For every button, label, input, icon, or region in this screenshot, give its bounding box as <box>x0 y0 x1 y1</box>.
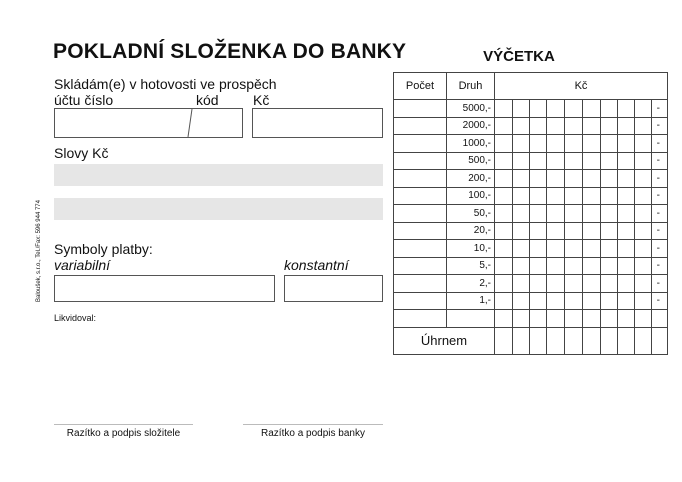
halere-dash <box>652 310 668 328</box>
amount-digit-cell[interactable] <box>635 275 652 293</box>
amount-digit-cell[interactable] <box>601 205 618 223</box>
amount-digit-cell[interactable] <box>635 100 652 118</box>
amount-in-words-field-2[interactable] <box>54 198 383 220</box>
amount-digit-cell[interactable] <box>530 187 547 205</box>
words-label: Slovy Kč <box>54 145 109 161</box>
halere-dash: - <box>652 152 668 170</box>
denomination-label: 100,- <box>447 187 495 205</box>
amount-digit-cell[interactable] <box>583 240 601 258</box>
amount-digit-cell[interactable] <box>618 292 635 310</box>
amount-digit-cell[interactable] <box>530 117 547 135</box>
amount-digit-cell[interactable] <box>635 240 652 258</box>
halere-dash: - <box>652 275 668 293</box>
vycetka-title: VÝČETKA <box>483 48 555 65</box>
amount-digit-cell[interactable] <box>547 152 565 170</box>
amount-digit-cell[interactable] <box>530 152 547 170</box>
amount-digit-cell[interactable] <box>495 275 513 293</box>
currency-label: Kč <box>253 92 270 108</box>
halere-dash: - <box>652 240 668 258</box>
amount-digit-cell[interactable] <box>495 292 513 310</box>
amount-digit-cell[interactable] <box>565 310 583 328</box>
count-cell[interactable] <box>394 117 447 135</box>
amount-digit-cell[interactable] <box>583 117 601 135</box>
denomination-row <box>394 257 668 275</box>
amount-digit-cell[interactable] <box>635 222 652 240</box>
halere-dash: - <box>652 187 668 205</box>
amount-digit-cell[interactable] <box>513 117 530 135</box>
amount-digit-cell[interactable] <box>547 222 565 240</box>
amount-digit-cell[interactable] <box>513 292 530 310</box>
amount-digit-cell[interactable] <box>583 222 601 240</box>
amount-digit-cell[interactable] <box>618 275 635 293</box>
amount-digit-cell[interactable] <box>530 292 547 310</box>
count-cell[interactable] <box>394 310 447 328</box>
amount-digit-cell[interactable] <box>565 170 583 188</box>
amount-digit-cell[interactable] <box>583 257 601 275</box>
amount-digit-cell[interactable] <box>513 187 530 205</box>
amount-digit-cell[interactable] <box>513 100 530 118</box>
amount-digit-cell[interactable] <box>565 100 583 118</box>
denomination-row <box>394 240 668 258</box>
amount-digit-cell[interactable] <box>547 205 565 223</box>
amount-digit-cell[interactable] <box>565 187 583 205</box>
bank-signature-label: Razítko a podpis banky <box>261 428 365 439</box>
amount-digit-cell[interactable] <box>618 240 635 258</box>
amount-digit-cell[interactable] <box>565 222 583 240</box>
liquidated-label: Likvidoval: <box>54 313 97 323</box>
amount-digit-cell[interactable] <box>513 152 530 170</box>
denomination-label: 2,- <box>447 275 495 293</box>
count-cell[interactable] <box>394 222 447 240</box>
denomination-row <box>394 117 668 135</box>
amount-digit-cell[interactable] <box>495 117 513 135</box>
amount-digit-cell[interactable] <box>601 117 618 135</box>
amount-digit-cell[interactable] <box>547 187 565 205</box>
amount-digit-cell[interactable] <box>583 135 601 153</box>
amount-digit-cell[interactable] <box>495 135 513 153</box>
amount-digit-cell[interactable] <box>618 205 635 223</box>
total-cell[interactable] <box>635 327 652 354</box>
amount-digit-cell[interactable] <box>635 170 652 188</box>
total-cell[interactable] <box>601 327 618 354</box>
amount-digit-cell[interactable] <box>495 170 513 188</box>
amount-digit-cell[interactable] <box>565 292 583 310</box>
amount-digit-cell[interactable] <box>583 310 601 328</box>
count-cell[interactable] <box>394 240 447 258</box>
depositor-signature-label: Razítko a podpis složitele <box>66 428 181 439</box>
amount-digit-cell[interactable] <box>513 240 530 258</box>
denomination-label: 1000,- <box>447 135 495 153</box>
halere-dash: - <box>652 292 668 310</box>
amount-digit-cell[interactable] <box>565 275 583 293</box>
count-cell[interactable] <box>394 275 447 293</box>
amount-digit-cell[interactable] <box>530 170 547 188</box>
amount-digit-cell[interactable] <box>513 170 530 188</box>
denomination-label: 2000,- <box>447 117 495 135</box>
amount-digit-cell[interactable] <box>583 292 601 310</box>
amount-digit-cell[interactable] <box>635 117 652 135</box>
count-cell[interactable] <box>394 187 447 205</box>
amount-digit-cell[interactable] <box>495 205 513 223</box>
denomination-label: 50,- <box>447 205 495 223</box>
amount-digit-cell[interactable] <box>601 310 618 328</box>
amount-digit-cell[interactable] <box>583 275 601 293</box>
amount-digit-cell[interactable] <box>618 170 635 188</box>
total-cell[interactable] <box>618 327 635 354</box>
variable-symbol-label: variabilní <box>54 257 111 273</box>
vycetka-table <box>393 72 668 355</box>
amount-digit-cell[interactable] <box>601 240 618 258</box>
denomination-label: 5,- <box>447 257 495 275</box>
amount-field[interactable] <box>252 108 383 138</box>
amount-digit-cell[interactable] <box>530 257 547 275</box>
total-cell[interactable] <box>652 327 668 354</box>
constant-symbol-field[interactable] <box>284 275 383 302</box>
halere-dash: - <box>652 222 668 240</box>
denomination-label: 1,- <box>447 292 495 310</box>
account-number-field[interactable] <box>54 108 243 138</box>
amount-digit-cell[interactable] <box>583 100 601 118</box>
halere-dash: - <box>652 257 668 275</box>
denomination-row <box>394 310 668 328</box>
denomination-label <box>447 310 495 328</box>
amount-digit-cell[interactable] <box>565 205 583 223</box>
amount-digit-cell[interactable] <box>601 292 618 310</box>
variable-symbol-field[interactable] <box>54 275 275 302</box>
constant-symbol-label: konstantní <box>284 257 349 273</box>
total-cell[interactable] <box>583 327 601 354</box>
halere-dash: - <box>652 117 668 135</box>
amount-digit-cell[interactable] <box>601 100 618 118</box>
denomination-row <box>394 152 668 170</box>
amount-digit-cell[interactable] <box>495 257 513 275</box>
amount-digit-cell[interactable] <box>547 170 565 188</box>
amount-digit-cell[interactable] <box>513 135 530 153</box>
amount-digit-cell[interactable] <box>618 152 635 170</box>
amount-digit-cell[interactable] <box>530 205 547 223</box>
amount-digit-cell[interactable] <box>583 205 601 223</box>
total-cell[interactable] <box>513 327 530 354</box>
amount-digit-cell[interactable] <box>601 275 618 293</box>
account-label: účtu číslo <box>54 92 114 108</box>
total-label: Úhrnem <box>394 327 495 354</box>
total-cell[interactable] <box>565 327 583 354</box>
amount-digit-cell[interactable] <box>618 257 635 275</box>
amount-digit-cell[interactable] <box>635 152 652 170</box>
amount-digit-cell[interactable] <box>513 205 530 223</box>
halere-dash: - <box>652 170 668 188</box>
header-kc: Kč <box>495 73 668 100</box>
amount-digit-cell[interactable] <box>601 187 618 205</box>
amount-digit-cell[interactable] <box>635 310 652 328</box>
amount-digit-cell[interactable] <box>513 257 530 275</box>
amount-digit-cell[interactable] <box>547 240 565 258</box>
amount-digit-cell[interactable] <box>495 100 513 118</box>
denomination-row <box>394 170 668 188</box>
amount-digit-cell[interactable] <box>635 135 652 153</box>
amount-digit-cell[interactable] <box>565 240 583 258</box>
amount-digit-cell[interactable] <box>635 292 652 310</box>
amount-digit-cell[interactable] <box>635 257 652 275</box>
halere-dash: - <box>652 205 668 223</box>
amount-digit-cell[interactable] <box>583 152 601 170</box>
amount-digit-cell[interactable] <box>547 135 565 153</box>
denomination-label: 500,- <box>447 152 495 170</box>
amount-digit-cell[interactable] <box>618 135 635 153</box>
amount-digit-cell[interactable] <box>618 222 635 240</box>
amount-digit-cell[interactable] <box>530 100 547 118</box>
denomination-row <box>394 205 668 223</box>
denomination-row <box>394 100 668 118</box>
amount-digit-cell[interactable] <box>495 240 513 258</box>
bank-signature-line[interactable] <box>243 424 383 425</box>
amount-digit-cell[interactable] <box>565 257 583 275</box>
amount-digit-cell[interactable] <box>495 310 513 328</box>
amount-digit-cell[interactable] <box>547 275 565 293</box>
amount-digit-cell[interactable] <box>601 152 618 170</box>
denomination-label: 200,- <box>447 170 495 188</box>
amount-digit-cell[interactable] <box>495 187 513 205</box>
deposit-line: Skládám(e) v hotovosti ve prospěch <box>54 76 277 92</box>
amount-digit-cell[interactable] <box>547 310 565 328</box>
code-label: kód <box>196 92 219 108</box>
amount-digit-cell[interactable] <box>513 222 530 240</box>
denomination-row <box>394 275 668 293</box>
denomination-row <box>394 187 668 205</box>
count-cell[interactable] <box>394 257 447 275</box>
account-code-divider <box>55 109 242 137</box>
amount-in-words-field-1[interactable] <box>54 164 383 186</box>
total-cell[interactable] <box>495 327 513 354</box>
symbols-label: Symboly platby: <box>54 241 153 257</box>
denomination-label: 20,- <box>447 222 495 240</box>
amount-digit-cell[interactable] <box>547 257 565 275</box>
amount-digit-cell[interactable] <box>601 222 618 240</box>
count-cell[interactable] <box>394 152 447 170</box>
amount-digit-cell[interactable] <box>530 310 547 328</box>
amount-digit-cell[interactable] <box>583 170 601 188</box>
amount-digit-cell[interactable] <box>530 222 547 240</box>
total-cell[interactable] <box>547 327 565 354</box>
depositor-signature-line[interactable] <box>54 424 193 425</box>
amount-digit-cell[interactable] <box>618 187 635 205</box>
amount-digit-cell[interactable] <box>601 170 618 188</box>
count-cell[interactable] <box>394 292 447 310</box>
denomination-row <box>394 292 668 310</box>
form-title: POKLADNÍ SLOŽENKA DO BANKY <box>53 40 407 63</box>
count-cell[interactable] <box>394 100 447 118</box>
count-cell[interactable] <box>394 170 447 188</box>
amount-digit-cell[interactable] <box>565 152 583 170</box>
amount-digit-cell[interactable] <box>583 187 601 205</box>
side-imprint: Baloušek, s.r.o., Tel./Fax: 596 944 774 <box>36 200 42 302</box>
amount-digit-cell[interactable] <box>601 257 618 275</box>
amount-digit-cell[interactable] <box>530 240 547 258</box>
halere-dash: - <box>652 100 668 118</box>
amount-digit-cell[interactable] <box>530 275 547 293</box>
amount-digit-cell[interactable] <box>513 275 530 293</box>
amount-digit-cell[interactable] <box>547 117 565 135</box>
denomination-label: 5000,- <box>447 100 495 118</box>
amount-digit-cell[interactable] <box>547 292 565 310</box>
amount-digit-cell[interactable] <box>618 310 635 328</box>
count-cell[interactable] <box>394 135 447 153</box>
amount-digit-cell[interactable] <box>513 310 530 328</box>
header-count: Počet <box>394 73 447 100</box>
amount-digit-cell[interactable] <box>565 135 583 153</box>
amount-digit-cell[interactable] <box>618 100 635 118</box>
amount-digit-cell[interactable] <box>601 135 618 153</box>
amount-digit-cell[interactable] <box>565 117 583 135</box>
amount-digit-cell[interactable] <box>618 117 635 135</box>
halere-dash: - <box>652 135 668 153</box>
count-cell[interactable] <box>394 205 447 223</box>
amount-digit-cell[interactable] <box>495 152 513 170</box>
amount-digit-cell[interactable] <box>547 100 565 118</box>
total-cell[interactable] <box>530 327 547 354</box>
amount-digit-cell[interactable] <box>635 187 652 205</box>
amount-digit-cell[interactable] <box>635 205 652 223</box>
amount-digit-cell[interactable] <box>530 135 547 153</box>
header-type: Druh <box>447 73 495 100</box>
denomination-row <box>394 222 668 240</box>
amount-digit-cell[interactable] <box>495 222 513 240</box>
denomination-label: 10,- <box>447 240 495 258</box>
denomination-row <box>394 135 668 153</box>
